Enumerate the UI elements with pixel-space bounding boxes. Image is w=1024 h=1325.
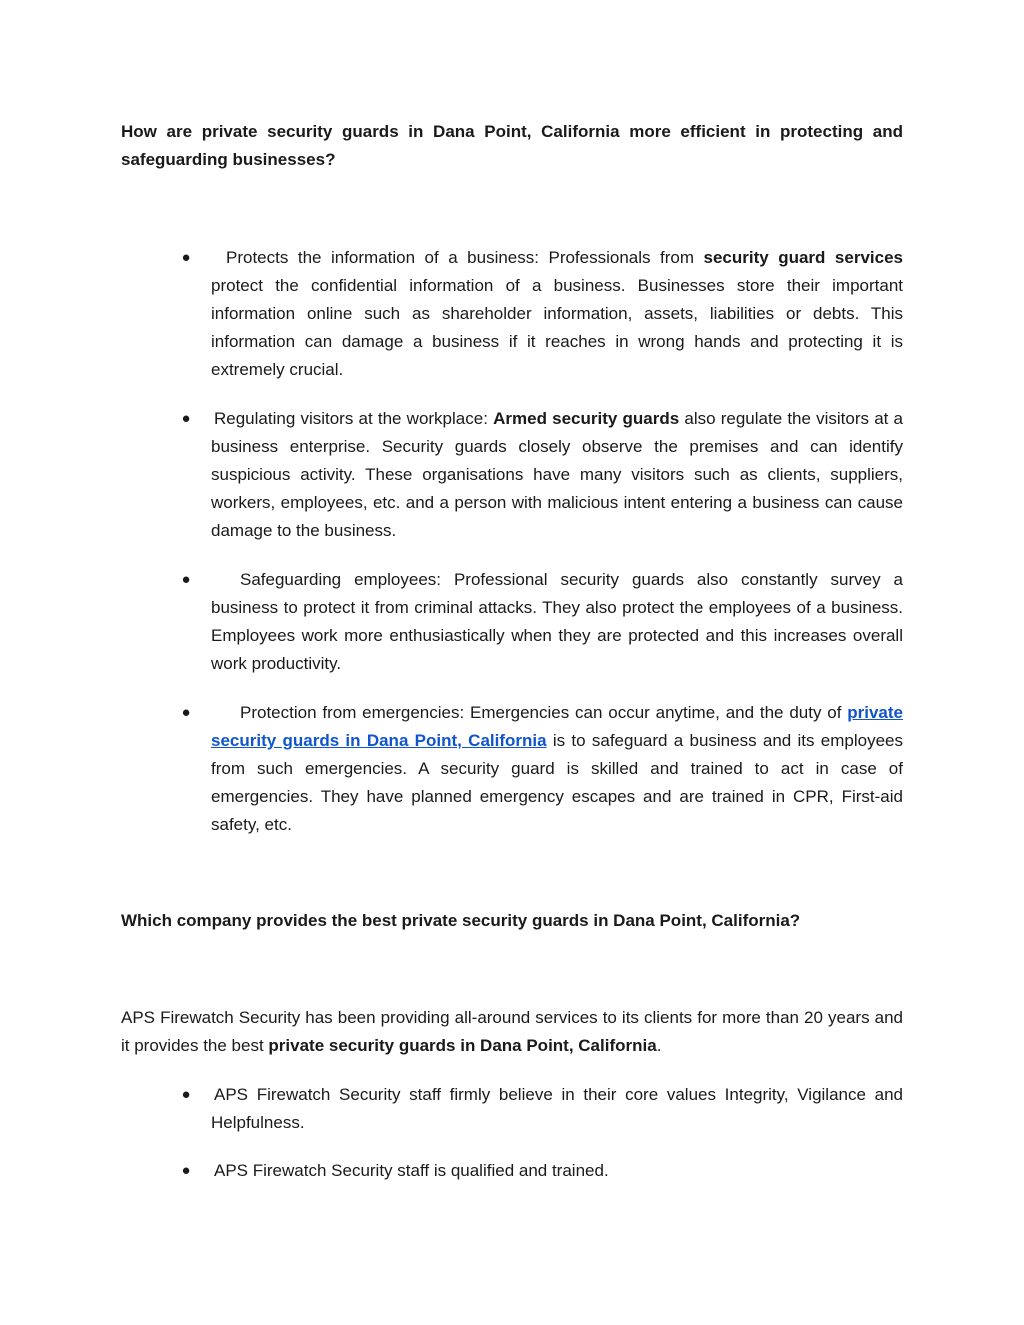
list-item-body-text: APS Firewatch Security staff firmly believe in their core values Integrity, Vigilance and Helpfulness. [211, 1085, 903, 1132]
private-security-guards-link[interactable]: private security guards in Dana Point, California [211, 703, 903, 750]
paragraph-lead-text: APS Firewatch Security has been providing all-around services to its clients for more than 20 years and it provides the best [121, 1008, 903, 1055]
bullet-icon: ● [181, 410, 191, 427]
bullet-icon: ● [181, 1086, 191, 1103]
list-item-body-text: APS Firewatch Security staff is qualified and trained. [214, 1161, 609, 1180]
section-heading-efficiency: How are private security guards in Dana Point, California more efficient in protecting and safeguarding businesses? [121, 122, 903, 169]
list-item-body-text: protect the confidential information of a business. Businesses store their important information online such as shareholder information, assets, liabilities or debts. This information can damage a business if it reaches in wrong hands and protecting it is extremely crucial. [211, 276, 903, 379]
list-item-bold-text: security guard services [703, 248, 903, 267]
company-intro-paragraph [121, 1004, 903, 1060]
list-item-safeguarding-employees [181, 566, 903, 678]
bullet-icon: ● [181, 249, 191, 266]
bullet-icon: ● [181, 704, 191, 721]
list-item-information-protection [181, 244, 903, 384]
paragraph-end-text: . [656, 1036, 662, 1055]
list-item-lead-text: Protects the information of a business: Professionals from [226, 248, 704, 267]
list-item-regulating-visitors [181, 405, 903, 545]
list-item-bold-text: Armed security guards [493, 409, 680, 428]
bullet-icon: ● [181, 1162, 191, 1179]
list-item-body-text: Safeguarding employees: Professional security guards also constantly survey a business to protect it from criminal attacks. They also protect the employees of a business. Employees work more enthusiastically when they are protected and this increases overall work productivity. [211, 570, 903, 673]
list-item-emergency-protection [181, 699, 903, 839]
list-item-body-text: is to safeguard a business and its employees from such emergencies. A security guard is skilled and trained to act in case of emergencies. They have planned emergency escapes and are trained in CPR, First-aid safety, etc. [211, 731, 903, 834]
bullet-icon: ● [181, 571, 191, 588]
paragraph-bold-text: private security guards in Dana Point, California [268, 1036, 657, 1055]
list-item-body-text: also regulate the visitors at a business enterprise. Security guards closely observe the premises and can identify suspicious activity. These organisations have many visitors such as clients, suppliers, workers, employees, etc. and a person with malicious intent entering a business can cause damage to the business. [211, 409, 903, 540]
list-item-qualified-staff [181, 1157, 903, 1185]
list-item-lead-text: Regulating visitors at the workplace: [214, 409, 494, 428]
section-heading-best-company: Which company provides the best private security guards in Dana Point, California? [121, 911, 801, 930]
list-item-core-values [181, 1081, 903, 1137]
list-item-lead-text: Protection from emergencies: Emergencies can occur anytime, and the duty of [240, 703, 848, 722]
